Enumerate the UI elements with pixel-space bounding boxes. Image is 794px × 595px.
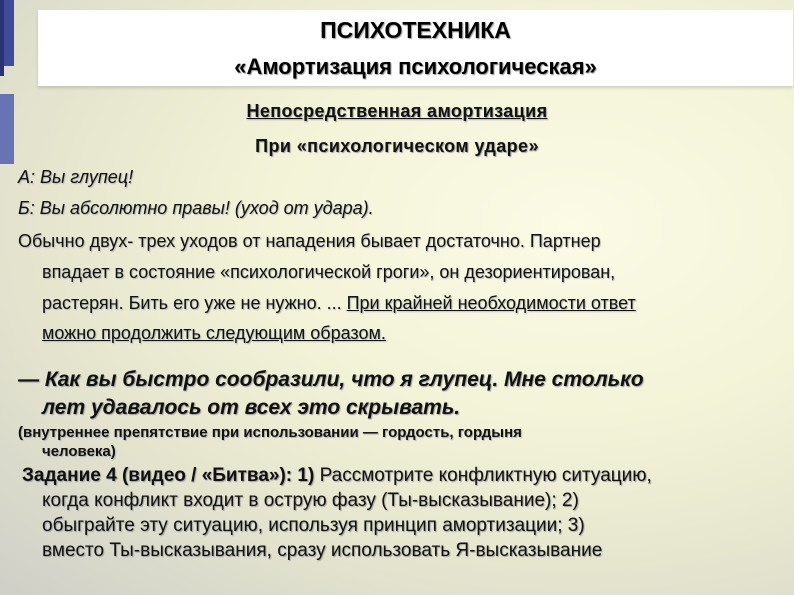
paragraph-line-3	[42, 293, 636, 314]
paragraph-line-1: Обычно двух‑ трех уходов от нападения бывает достаточно. Партнер	[18, 231, 601, 251]
task-line-1	[22, 465, 652, 487]
task-line-4: вместо Ты-высказывания, сразу использовать Я-высказывание	[42, 540, 603, 561]
slide-title-topic: «Амортизация психологическая»	[234, 54, 597, 79]
paragraph-line-2: впадает в состояние «психологической гроги», он дезориентирован,	[42, 262, 616, 282]
section-heading: Непосредственная амортизация	[246, 101, 548, 121]
note-line-1: (внутреннее препятствие при использовании — гордость, гордыня	[18, 424, 522, 441]
paragraph-line-3-underlined: При крайней необходимости ответ	[346, 293, 636, 313]
quote-line-1: — Как вы быстро сообразили, что я глупец. Мне столько	[18, 368, 644, 391]
paragraph-line-3-start: растерян. Бить его уже не нужно. ...	[42, 293, 347, 313]
task-line-1-label: Задание 4 (видео / «Битва»): 1)	[22, 465, 320, 486]
accent-bar-edge	[0, 0, 4, 76]
task-line-2: когда конфликт входит в острую фазу (Ты-высказывание); 2)	[42, 490, 579, 511]
dialogue-a: А: Вы глупец!	[18, 167, 134, 187]
task-line-3: обыграйте эту ситуацию, используя принцип амортизации; 3)	[42, 515, 585, 536]
slide-title: ПСИХОТЕХНИКА	[320, 17, 511, 43]
note-line-2: человека)	[42, 443, 116, 460]
paragraph-line-4: можно продолжить следующим образом.	[42, 323, 386, 343]
dialogue-b: Б: Вы абсолютно правы! (уход от удара).	[18, 198, 374, 218]
task-line-1-text: Рассмотрите конфликтную ситуацию,	[319, 465, 652, 486]
quote-line-2: лет удавалось от всех это скрывать.	[42, 396, 461, 419]
section-subheading: При «психологическом ударе»	[255, 136, 539, 156]
